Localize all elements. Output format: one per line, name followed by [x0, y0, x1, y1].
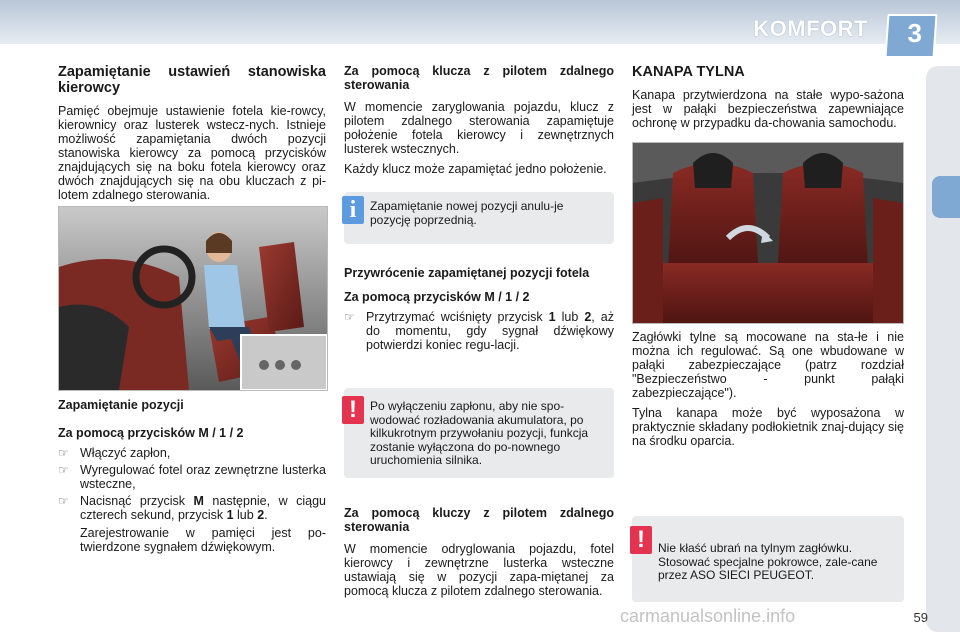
side-tab — [932, 176, 960, 218]
store-buttons-subtitle: Za pomocą przycisków M / 1 / 2 — [58, 426, 244, 440]
middle-column-restore — [344, 266, 614, 355]
page-number: 59 — [913, 610, 928, 625]
rear-bench-title: KANAPA TYLNA — [632, 64, 745, 80]
memory-confirmation: Zarejestrowanie w pamięci jest po-twierdzone sygnałem dźwiękowym. — [80, 526, 326, 554]
driver-seat-photo — [58, 206, 328, 391]
left-column — [58, 64, 326, 208]
bullet-adjust: ☞ Wyregulować fotel oraz zewnętrzne lusterka wsteczne, — [58, 463, 326, 491]
bullet-hold-button: ☞ Przytrzymać wciśnięty przycisk 1 lub 2, aż do momentu, gdy sygnał dźwiękowy potwierdzi koniec regu-lacji. — [344, 310, 614, 352]
pointer-icon: ☞ — [58, 463, 69, 477]
chapter-title: KOMFORT — [753, 16, 868, 41]
pointer-icon: ☞ — [58, 494, 69, 508]
restore-buttons-subtitle: Za pomocą przycisków M / 1 / 2 — [344, 290, 530, 304]
left-column-lower — [58, 398, 326, 560]
rear-bench-para3: Tylna kanapa może być wyposażona w praktycznie składany podłokietnik znaj-dujący się na środku oparcia. — [632, 406, 904, 448]
keys-remote-title: Za pomocą kluczy z pilotem zdalnego sterowania — [344, 506, 614, 534]
side-rail — [926, 66, 960, 632]
chapter-number: 3 — [907, 18, 922, 48]
middle-column-unlock — [344, 506, 614, 604]
keys-remote-para: W momencie odryglowania pojazdu, fotel kierowcy i zewnętrzne lusterka wsteczne ustawiają się w pozycji zapa-miętanej za pomocą klucza z pilotem zdalnego sterowania. — [344, 542, 614, 598]
pointer-icon: ☞ — [344, 310, 355, 324]
bullet-ignition: ☞ Włączyć zapłon, — [58, 446, 171, 460]
warning-note-headrest-text: Nie kłaść ubrań na tylnym zagłówku. Stosować specjalne pokrowce, zale-cane przez ASO SIECI PEUGEOT. — [658, 541, 878, 582]
watermark: carmanualsonline.info — [620, 606, 796, 626]
store-position-title: Zapamiętanie pozycji — [58, 398, 184, 412]
key-remote-para: W momencie zaryglowania pojazdu, klucz z pilotem zdalnego sterowania zapamiętuje położenie fotela kierowcy i zewnętrznych lusterek wstecznych. — [344, 100, 614, 156]
rear-bench-illustration — [633, 143, 903, 323]
bullet-press-m: ☞ Nacisnąć przycisk M następnie, w ciągu czterech sekund, przycisk 1 lub 2. — [58, 494, 326, 522]
driver-seat-illustration — [59, 207, 327, 390]
key-remote-para2: Każdy klucz może zapamiętać jedno położenie. — [344, 162, 607, 176]
memory-intro: Pamięć obejmuje ustawienie fotela kie-rowcy, kierownicy oraz lusterek wstecz-nych. Istnieje możliwość zapamiętania dwóch pozycji stanowiska kierowcy za pomocą przycisków znajdujących się na boku fotela kierowcy oraz dwóch znajdujących się na obu kluczach z pi-lotem zdalnego sterowania. — [58, 104, 326, 202]
info-icon: i — [342, 196, 364, 224]
rear-bench-photo — [632, 142, 904, 324]
warning-note-battery-text: Po wyłączeniu zapłonu, aby nie spo-wodować rozładowania akumulatora, po kilkukrotnym przywołaniu pozycji, funkcja zostanie wyłączona do po-nownego uruchomienia silnika. — [370, 399, 589, 467]
rear-bench-para2: Zagłówki tylne są mocowane na sta-łe i nie można ich regulować. Są one wbudowane w pałąki zabezpieczające (patrz rozdział "Bezpieczeństwo - punkt pałąki zabezpieczające"). — [632, 330, 904, 400]
right-column — [632, 64, 904, 136]
restore-title: Przywrócenie zapamiętanej pozycji fotela — [344, 266, 590, 280]
section-title-memory: Zapamiętanie ustawień stanowiska kierowcy — [58, 64, 326, 96]
warning-icon: ! — [630, 526, 652, 554]
warning-note-battery — [344, 388, 614, 478]
warning-icon: ! — [342, 396, 364, 424]
warning-note-headrest — [632, 516, 904, 602]
rear-bench-para1: Kanapa przytwierdzona na stałe wypo-sażona jest w pałąki bezpieczeństwa zapewniające ochronę w przypadku da-chowania samochodu. — [632, 88, 904, 130]
middle-column — [344, 64, 614, 182]
pointer-icon: ☞ — [58, 446, 69, 460]
info-note-text: Zapamiętanie nowej pozycji anulu-je pozycję poprzednią. — [370, 199, 564, 227]
info-note — [344, 192, 614, 244]
right-column-lower — [632, 330, 904, 454]
key-remote-title: Za pomocą klucza z pilotem zdalnego sterowania — [344, 64, 614, 92]
